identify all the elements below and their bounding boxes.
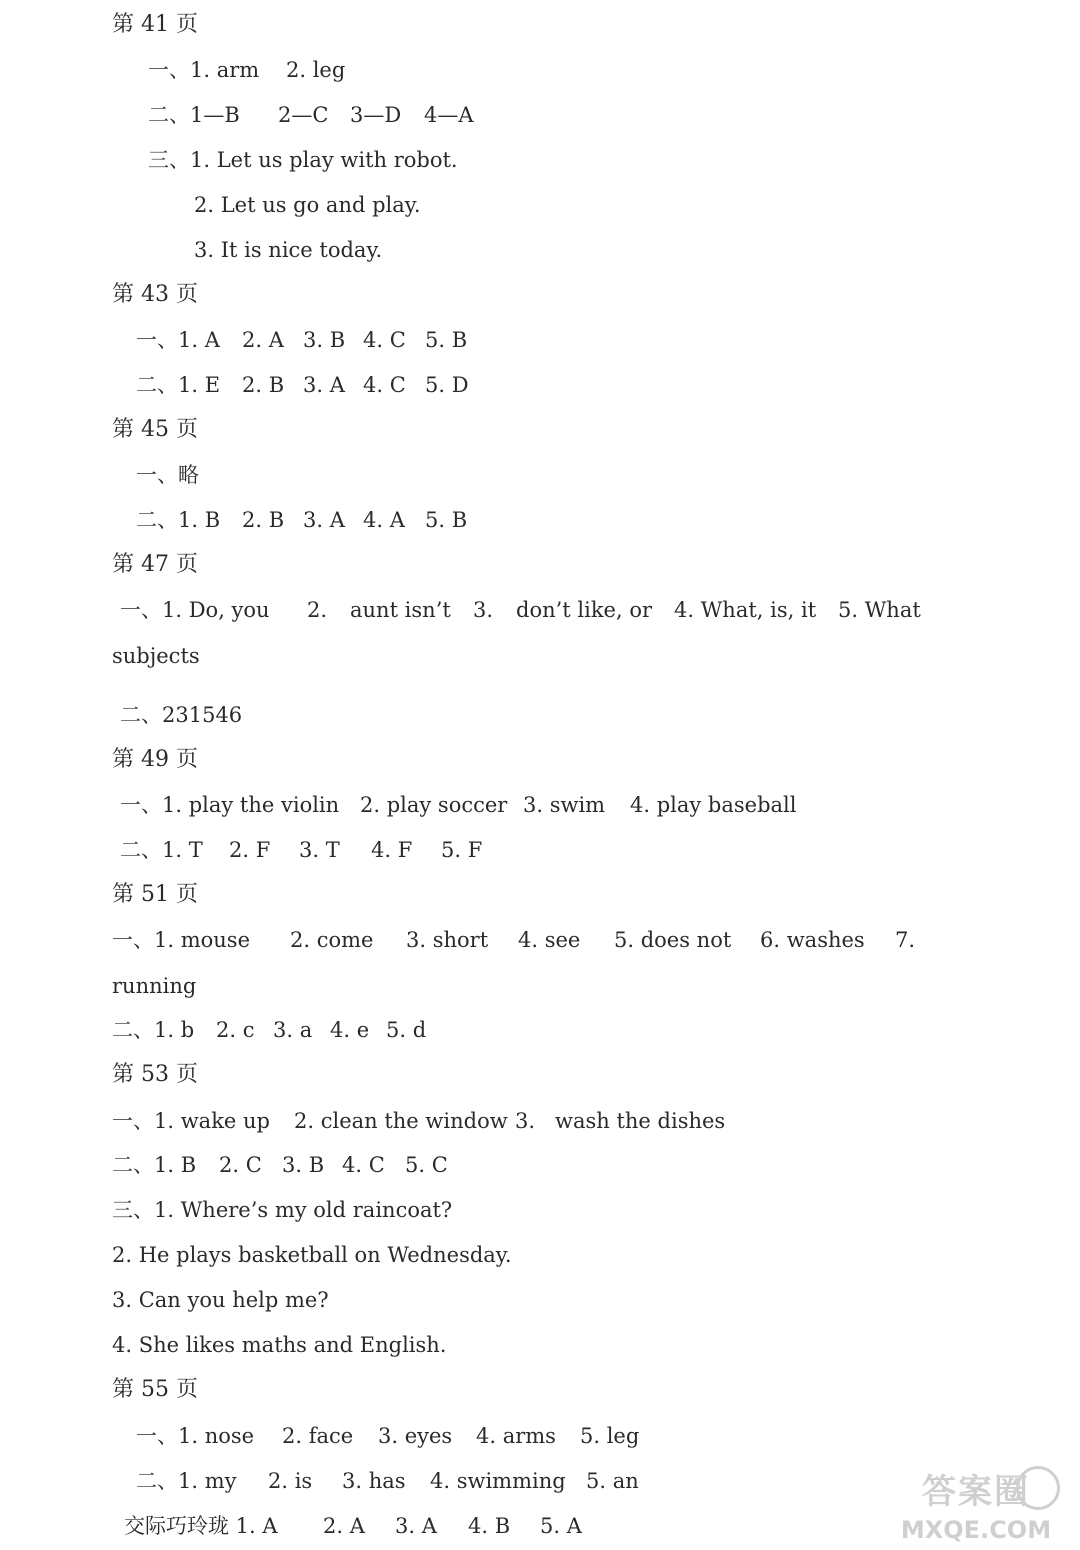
- answer-item: 2. c: [216, 1018, 255, 1042]
- answer-item: 5. leg: [580, 1424, 640, 1448]
- answer-item: 3. swim: [523, 793, 606, 817]
- page-heading: 第 45 页: [112, 417, 198, 442]
- answer-item: aunt isn’t: [350, 598, 451, 622]
- answer-item: 二、1—B: [148, 103, 240, 127]
- answer-item: 3. T: [299, 838, 340, 862]
- answer-item: 2. face: [282, 1424, 354, 1448]
- answer-item: 5. d: [386, 1018, 427, 1042]
- answer-item: 一、略: [136, 463, 199, 487]
- answer-item: 3. a: [273, 1018, 313, 1042]
- answer-item: 5. A: [540, 1514, 582, 1538]
- answer-item: 2. B: [242, 508, 285, 532]
- answer-item: 5. B: [425, 508, 468, 532]
- answer-item: 二、1. b: [112, 1018, 195, 1042]
- answer-item: 2—C: [278, 103, 329, 127]
- answer-item: 3. A: [303, 373, 345, 397]
- answer-item: 4. F: [371, 838, 413, 862]
- answer-item: 3. A: [303, 508, 345, 532]
- answer-item: 5. C: [405, 1153, 448, 1177]
- answer-item: 二、1. T: [120, 838, 203, 862]
- answer-item: 2. Let us go and play.: [194, 193, 421, 217]
- page-heading: 第 49 页: [112, 747, 198, 772]
- answer-item: 2. C: [219, 1153, 262, 1177]
- answer-item: 2. A: [242, 328, 284, 352]
- answer-item: 4. A: [363, 508, 405, 532]
- answer-item: 二、231546: [120, 703, 243, 727]
- answer-item: 一、1. Do, you: [120, 598, 270, 622]
- answer-item: 2. F: [229, 838, 271, 862]
- answer-item: 5. F: [441, 838, 483, 862]
- answer-item: 3—D: [350, 103, 402, 127]
- page-heading: 第 43 页: [112, 282, 198, 307]
- answer-item: 7.: [895, 928, 916, 952]
- answer-item: 一、1. mouse: [112, 928, 250, 952]
- answer-item: 2. clean the window: [294, 1109, 508, 1133]
- page-heading: 第 51 页: [112, 882, 198, 907]
- answer-item: 4. C: [363, 328, 406, 352]
- page-heading: 第 47 页: [112, 552, 198, 577]
- answer-item: 交际巧玲珑 1. A: [124, 1514, 278, 1538]
- page-heading: 第 41 页: [112, 12, 198, 37]
- answer-item: 3. eyes: [378, 1424, 453, 1448]
- watermark-cn: 答案圈: [922, 1472, 1030, 1512]
- answer-item: 3. has: [342, 1469, 406, 1493]
- answer-item: 一、1. A: [136, 328, 220, 352]
- answer-item: 4. B: [468, 1514, 511, 1538]
- watermark-en: MXQE.COM: [900, 1516, 1052, 1544]
- answer-item: don’t like, or: [516, 598, 653, 622]
- answer-item: 5. an: [586, 1469, 639, 1493]
- answer-item: 2. play soccer: [360, 793, 508, 817]
- page-heading: 第 53 页: [112, 1062, 198, 1087]
- answer-item: 一、1. arm: [148, 58, 260, 82]
- answer-item: 2. He plays basketball on Wednesday.: [112, 1243, 512, 1267]
- answer-item: 3. short: [406, 928, 489, 952]
- answer-item: 4. e: [330, 1018, 370, 1042]
- answer-item: 二、1. E: [136, 373, 221, 397]
- answer-item: 二、1. my: [136, 1469, 237, 1493]
- answer-item: 5. What: [838, 598, 921, 622]
- answer-item: 6. washes: [760, 928, 865, 952]
- answer-item: subjects: [112, 644, 200, 668]
- answer-item: 5. D: [425, 373, 469, 397]
- answer-item: 5. does not: [614, 928, 732, 952]
- answer-item: 3.: [515, 1109, 536, 1133]
- answer-item: 2. come: [290, 928, 374, 952]
- answer-item: 一、1. play the violin: [120, 793, 340, 817]
- answer-item: 3. B: [303, 328, 346, 352]
- answer-item: 4. see: [518, 928, 581, 952]
- answer-item: 2. leg: [286, 58, 346, 82]
- answer-item: 三、1. Where’s my old raincoat?: [112, 1198, 453, 1222]
- answer-item: 3. B: [282, 1153, 325, 1177]
- watermark-logo: [886, 1464, 1066, 1544]
- page-heading: 第 55 页: [112, 1377, 198, 1402]
- answer-item: 3. Can you help me?: [112, 1288, 329, 1312]
- answer-item: 2. is: [268, 1469, 313, 1493]
- answer-item: 二、1. B: [112, 1153, 197, 1177]
- answer-item: 4. swimming: [430, 1469, 566, 1493]
- answer-item: 三、1. Let us play with robot.: [148, 148, 458, 172]
- answer-item: 2. B: [242, 373, 285, 397]
- answer-item: 5. B: [425, 328, 468, 352]
- answer-item: 2. A: [323, 1514, 365, 1538]
- answer-item: wash the dishes: [555, 1109, 726, 1133]
- answer-item: 4. What, is, it: [674, 598, 817, 622]
- answer-item: 4. She likes maths and English.: [112, 1333, 447, 1357]
- answer-item: 4. play baseball: [630, 793, 797, 817]
- answer-item: 3. It is nice today.: [194, 238, 383, 262]
- answer-item: running: [112, 974, 197, 998]
- answer-item: 2.: [307, 598, 328, 622]
- answer-item: 4. C: [363, 373, 406, 397]
- answer-item: 4. C: [342, 1153, 385, 1177]
- answer-item: 3.: [473, 598, 494, 622]
- answer-item: 4. arms: [476, 1424, 556, 1448]
- answer-item: 4—A: [424, 103, 474, 127]
- answer-item: 一、1. nose: [136, 1424, 255, 1448]
- answer-item: 一、1. wake up: [112, 1109, 271, 1133]
- answer-item: 3. A: [395, 1514, 437, 1538]
- answer-item: 二、1. B: [136, 508, 221, 532]
